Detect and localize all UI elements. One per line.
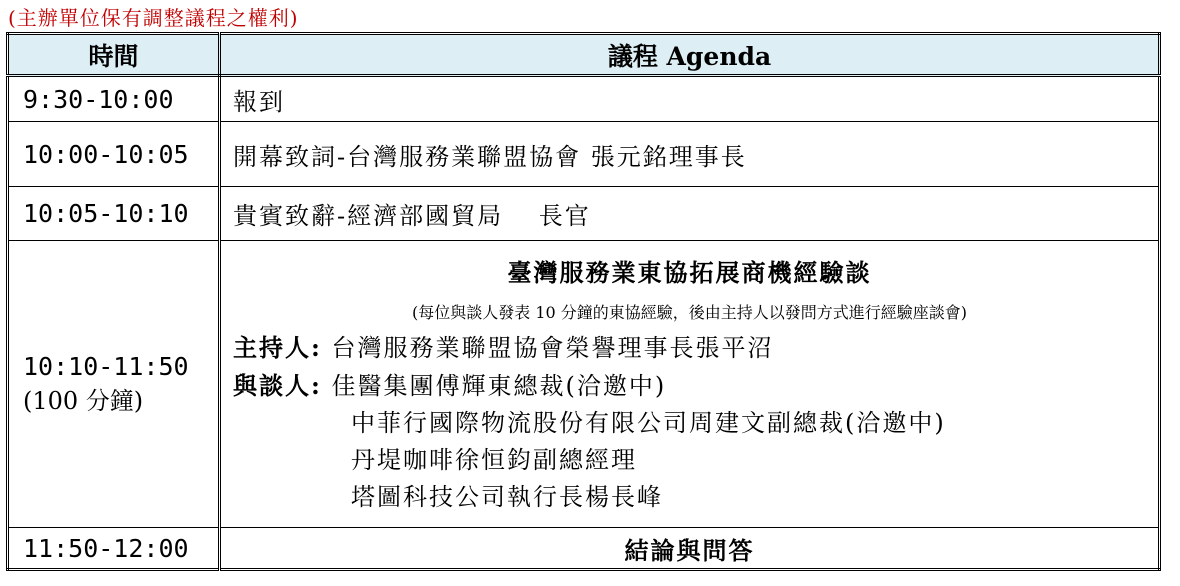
panelist-line (233, 367, 1146, 405)
closing-time: 11:50-12:00 (8, 528, 220, 570)
header-time: 時間 (8, 34, 220, 76)
panelist-name: 佳醫集團傅輝東總裁(洽邀中) (331, 371, 667, 400)
panelist-name: 中菲行國際物流股份有限公司周建文副總裁(洽邀中) (351, 408, 946, 437)
header-agenda: 議程 Agenda (220, 34, 1160, 76)
row-time: 10:00-10:05 (8, 122, 220, 187)
session-time-cell (8, 241, 220, 528)
row-time: 9:30-10:00 (8, 76, 220, 122)
panelist-label: 與談人: (233, 370, 322, 400)
notice-text: (主辦單位保有調整議程之權利) (8, 6, 299, 30)
row-description: 開幕致詞-台灣服務業聯盟協會 張元銘理事長 (220, 122, 1160, 187)
session-details (220, 241, 1160, 528)
session-note: (每位與談人發表 10 分鐘的東協經驗，後由主持人以發問方式進行經驗座談會) (411, 302, 968, 322)
table-row-session (8, 241, 1160, 528)
row-description: 貴賓致辭-經濟部國貿局 長官 (220, 187, 1160, 241)
session-title: 臺灣服務業東協拓展商機經驗談 (507, 257, 872, 287)
row-time: 10:05-10:10 (8, 187, 220, 241)
moderator-line (233, 329, 1146, 367)
table-row (8, 76, 1160, 122)
table-header-row (8, 34, 1160, 76)
closing-description: 結論與問答 (220, 528, 1160, 570)
table-row (8, 122, 1160, 187)
moderator-label: 主持人: (233, 332, 322, 362)
table-row (8, 187, 1160, 241)
panelist-name: 丹堤咖啡徐恒鈞副總經理 (351, 445, 637, 474)
table-row-closing (8, 528, 1160, 570)
moderator-name: 台灣服務業聯盟協會榮譽理事長張平沼 (331, 333, 774, 362)
session-time: 10:10-11:50 (23, 352, 189, 381)
session-duration: (100 分鐘) (23, 387, 144, 415)
agenda-table (6, 32, 1161, 571)
panelist-name: 塔圖科技公司執行長楊長峰 (351, 482, 663, 511)
row-description: 報到 (220, 76, 1160, 122)
